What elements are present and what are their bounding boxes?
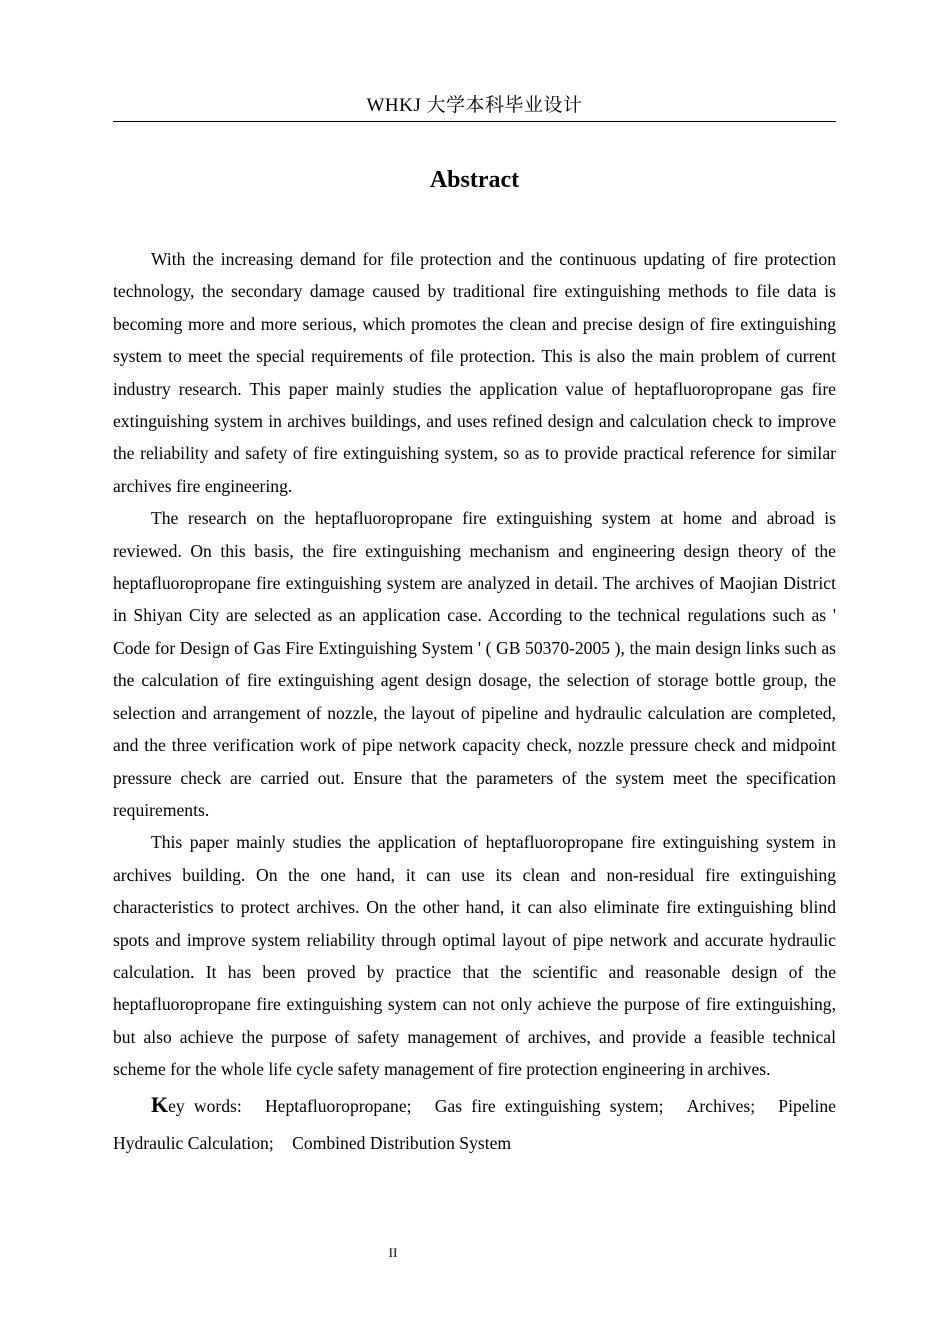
abstract-paragraph-2: The research on the heptafluoropropane fire extinguishing system at home and abroad is reviewed. On this basis, the fire extinguishing mechanism and engineering design theory of the heptafluoropropane fire extinguishing system are analyzed in detail. The archives of Maojian District in Shiyan City are selected as an application case. According to the technical regulations such as ' Code for Design of Gas Fire Extinguishing System ' ( GB 50370-2005 ), the main design links such as the calculation of fire extinguishing agent design dosage, the selection of storage bottle group, the selection and arrangement of nozzle, the layout of pipeline and hydraulic calculation are completed, and the three verification work of pipe network capacity check, nozzle pressure check and midpoint pressure check are carried out. Ensure that the parameters of the system meet the specification requirements.	[113, 508, 836, 820]
keywords-lead-initial: K	[151, 1091, 169, 1117]
keywords-line	[113, 1086, 836, 1162]
keyword-item: Archives;	[686, 1095, 756, 1116]
abstract-paragraph-1: With the increasing demand for file protection and the continuous updating of fire protection technology, the secondary damage caused by traditional fire extinguishing methods to file data is becoming more and more serious, which promotes the clean and precise design of fire extinguishing system to meet the special requirements of file protection. This is also the main problem of current industry research. This paper mainly studies the application value of heptafluoropropane gas fire extinguishing system in archives buildings, and uses refined design and calculation check to improve the reliability and safety of fire extinguishing system, so as to provide practical reference for similar archives fire engineering.	[113, 249, 836, 496]
keyword-item: Heptafluoropropane;	[264, 1095, 412, 1116]
keyword-item: Pipeline Hydraulic Calculation;	[113, 1095, 836, 1153]
abstract-body	[113, 243, 836, 1162]
page-number: II	[388, 1245, 398, 1260]
page-title: Abstract	[429, 167, 520, 193]
running-header: WHKJ 大学本科毕业设计	[366, 95, 583, 116]
header-rule	[113, 121, 836, 122]
abstract-paragraph-3: This paper mainly studies the application of heptafluoropropane fire extinguishing system in archives building. On the one hand, it can use its clean and non-residual fire extinguishing characteristics to protect archives. On the other hand, it can also eliminate fire extinguishing blind spots and improve system reliability through optimal layout of pipe network and accurate hydraulic calculation. It has been proved by practice that the scientific and reasonable design of the heptafluoropropane fire extinguishing system can not only achieve the purpose of fire extinguishing, but also achieve the purpose of safety management of archives, and provide a feasible technical scheme for the whole life cycle safety management of fire protection engineering in archives.	[113, 832, 836, 1080]
keywords-lead-rest: ey words:	[168, 1095, 242, 1116]
keyword-item: Combined Distribution System	[292, 1132, 512, 1153]
keyword-item: Gas fire extinguishing system;	[434, 1095, 664, 1116]
